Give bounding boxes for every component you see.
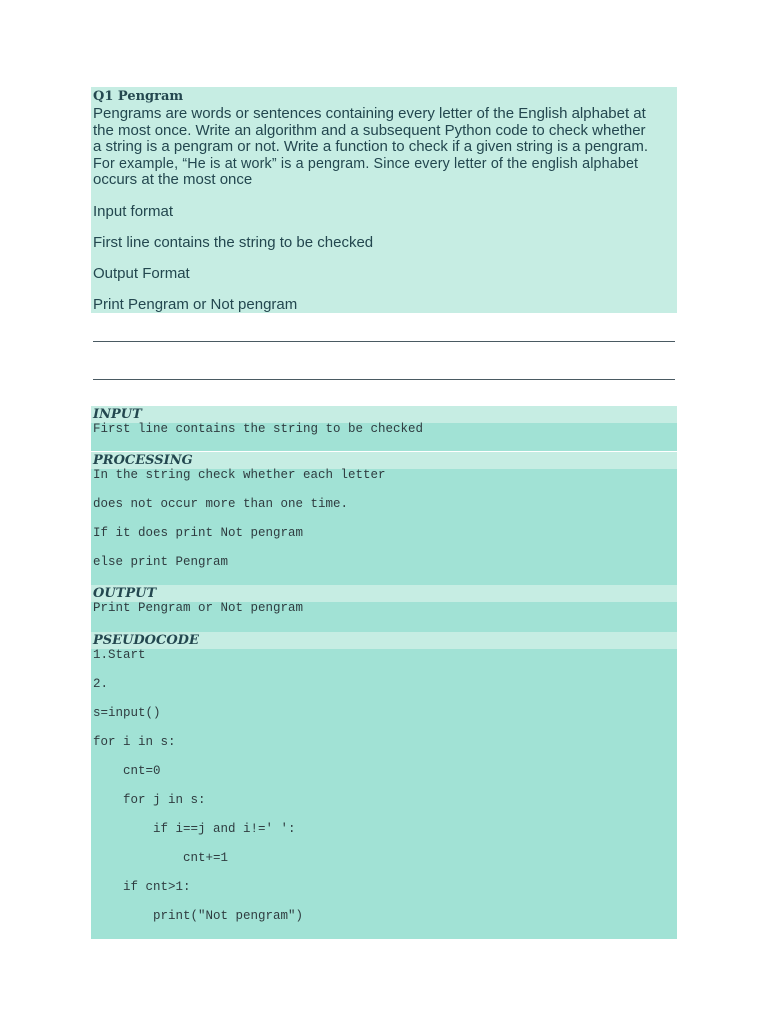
- input-format-label: Input format: [93, 202, 174, 220]
- output-line: Print Pengram or Not pengram: [93, 601, 304, 615]
- pseudocode-line: 1.Start: [93, 648, 146, 662]
- pseudocode-heading: PSEUDOCODE: [91, 632, 677, 649]
- output-format-label: Output Format: [93, 264, 190, 282]
- question-body-line: Pengrams are words or sentences containing every letter of the English alphabet at: [93, 105, 646, 122]
- pseudocode-line: cnt=0: [93, 764, 161, 778]
- question-title: Q1 Pengram: [93, 89, 184, 104]
- pseudocode-line: for i in s:: [93, 735, 176, 749]
- input-section: [91, 406, 677, 451]
- pseudocode-section: [91, 632, 677, 939]
- processing-line: In the string check whether each letter: [93, 468, 386, 482]
- pseudocode-line: for j in s:: [93, 793, 206, 807]
- input-format-text: First line contains the string to be checked: [93, 233, 374, 251]
- question-body-line: a string is a pengram or not. Write a function to check if a given string is a pengram.: [93, 138, 648, 156]
- question-body-line: occurs at the most once: [93, 171, 253, 189]
- input-heading: INPUT: [91, 406, 677, 423]
- output-body: [91, 602, 677, 632]
- processing-section: [91, 452, 677, 585]
- question-box: [91, 87, 677, 313]
- pseudocode-line: if cnt>1:: [93, 880, 191, 894]
- processing-heading: PROCESSING: [91, 452, 677, 469]
- processing-body: [91, 469, 677, 585]
- input-body: [91, 423, 677, 451]
- processing-line: does not occur more than one time.: [93, 497, 349, 511]
- pseudocode-line: print("Not pengram"): [93, 909, 304, 923]
- output-format-text: Print Pengram or Not pengram: [93, 295, 298, 313]
- pseudocode-line: s=input(): [93, 706, 161, 720]
- divider-line: [93, 341, 675, 342]
- pseudocode-body: [91, 649, 677, 939]
- processing-line: else print Pengram: [93, 555, 229, 569]
- question-body-line: the most once. Write an algorithm and a subsequent Python code to check whether: [93, 121, 646, 139]
- output-heading: OUTPUT: [91, 585, 677, 602]
- pseudocode-line: if i==j and i!=' ':: [93, 822, 296, 836]
- question-example-line: For example, “He is at work” is a pengram. Since every letter of the english alphabet: [93, 155, 639, 172]
- processing-line: If it does print Not pengram: [93, 526, 304, 540]
- output-section: [91, 585, 677, 632]
- divider-line: [93, 379, 675, 380]
- pseudocode-line: cnt+=1: [93, 851, 229, 865]
- pseudocode-line: 2.: [93, 677, 109, 691]
- input-line: First line contains the string to be checked: [93, 422, 424, 436]
